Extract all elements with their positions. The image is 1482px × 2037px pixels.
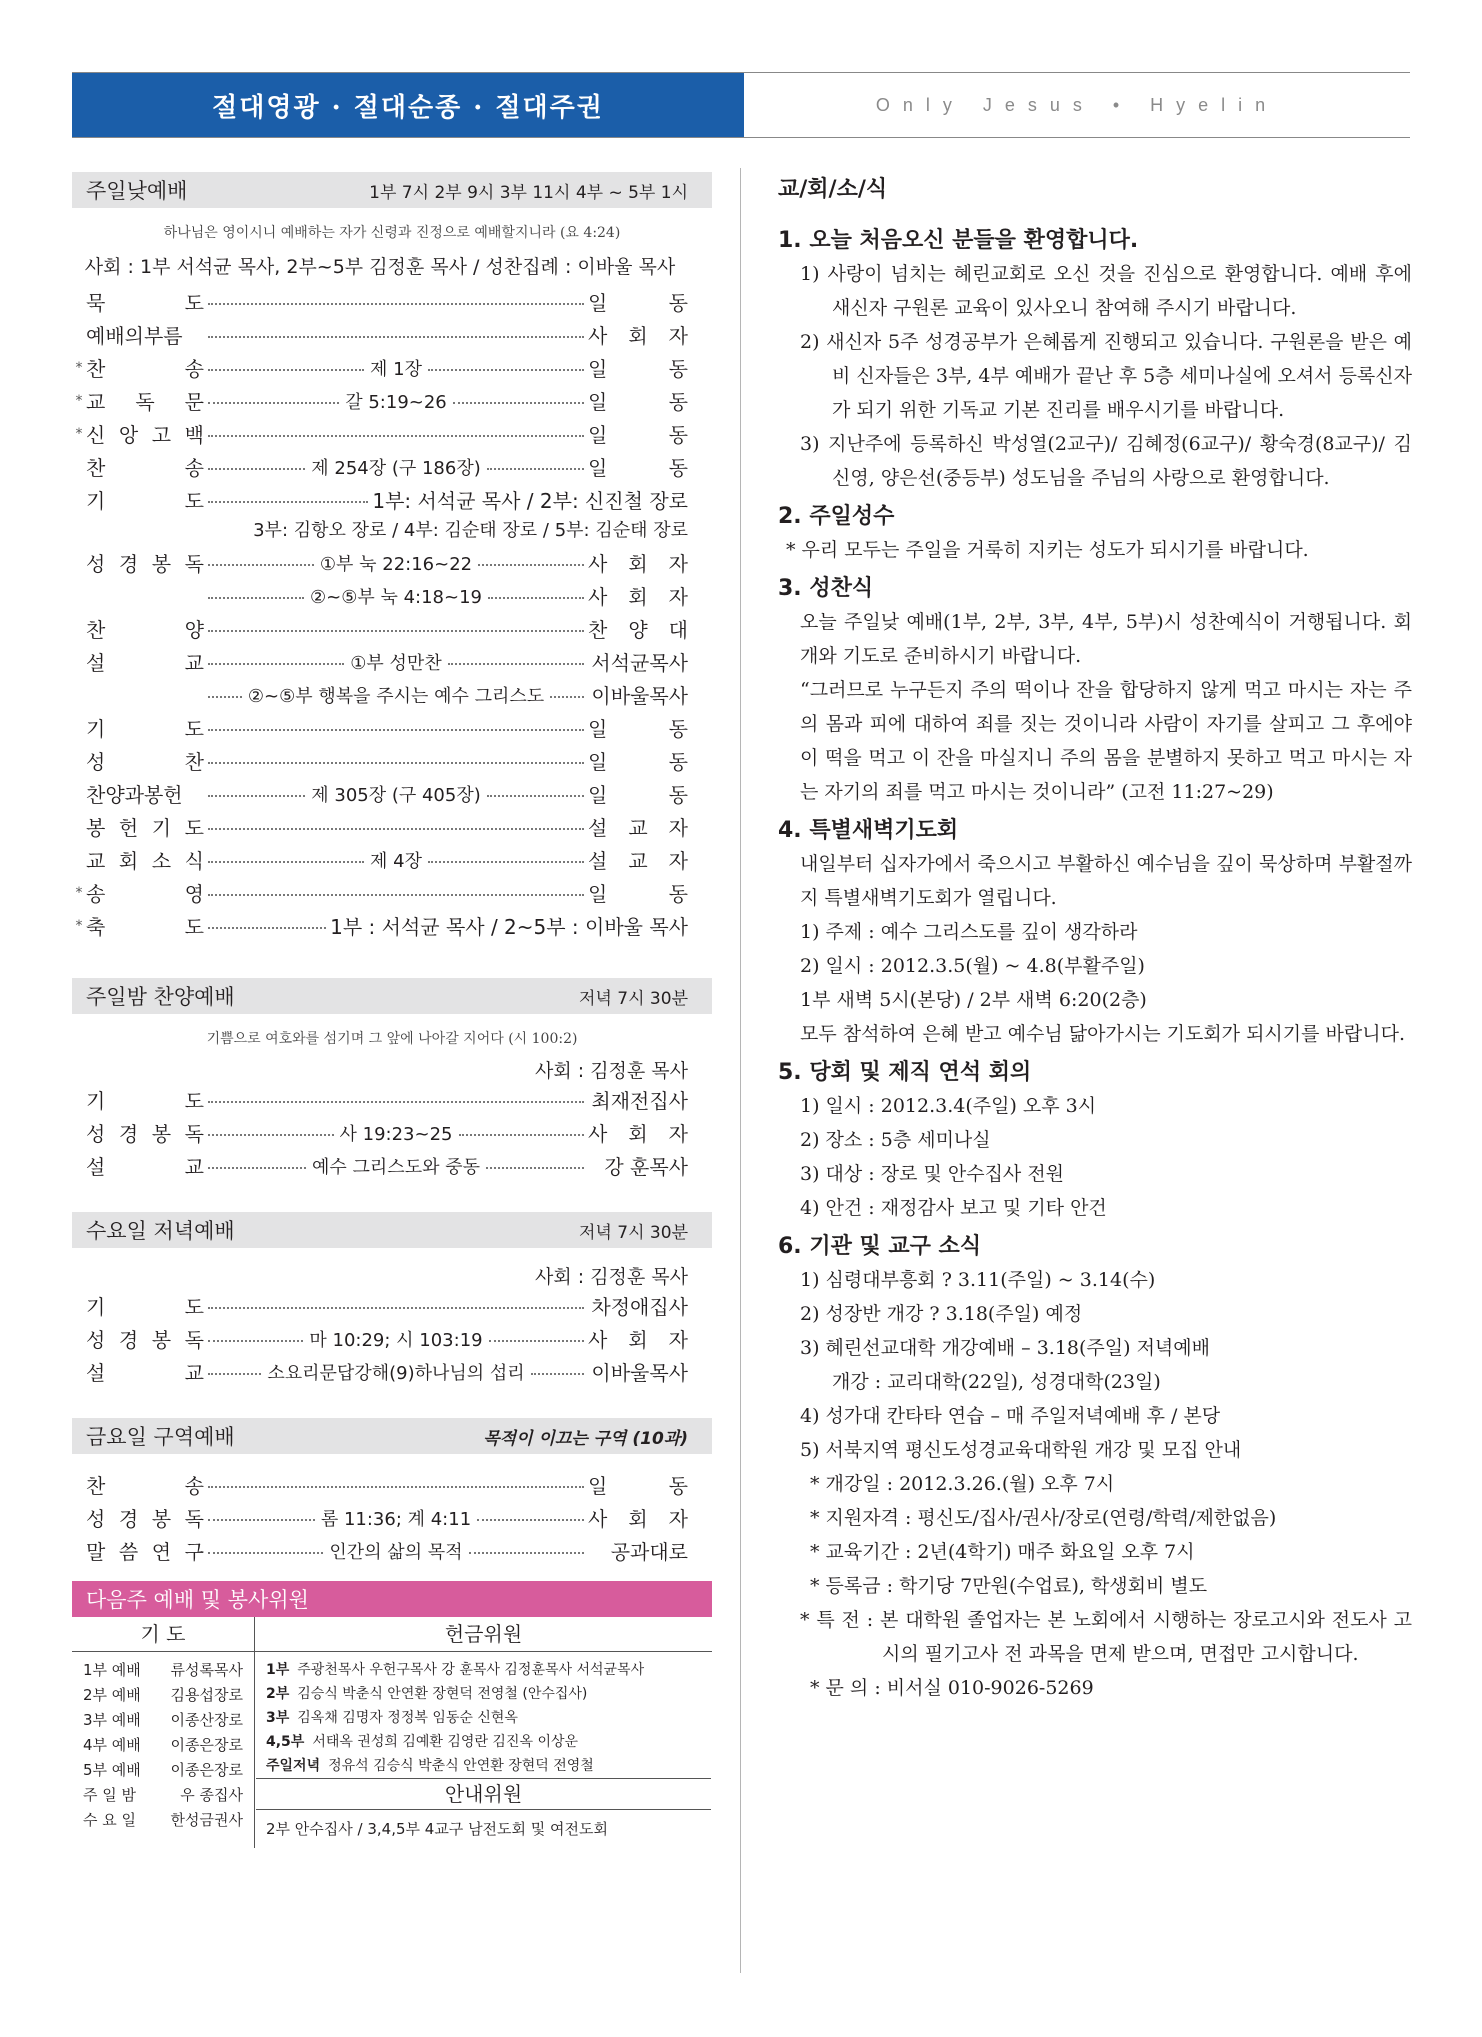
order-item-person: 1부: 서석균 목사 / 2부: 신진철 장로	[372, 489, 688, 513]
news-column	[778, 172, 1412, 1705]
prayer-continued: 3부: 김항오 장로 / 4부: 김순태 장로 / 5부: 김순태 장로	[253, 520, 688, 541]
order-item-detail: 예수 그리스도와 중동	[312, 1156, 480, 1178]
order-item-person: 사 회 자	[588, 324, 688, 348]
service-name: 3부 예배	[83, 1711, 141, 1729]
order-item-detail: ②~⑤부 눅 4:18~19	[310, 586, 482, 608]
order-row	[72, 711, 712, 744]
order-item-name: 신 앙 고 백	[86, 423, 204, 447]
order-item-name: 봉 헌 기 도	[86, 816, 204, 840]
service-name: 3부	[266, 1710, 290, 1726]
order-row	[72, 843, 712, 876]
order-item-name: 기 도	[86, 1089, 204, 1113]
order-item-person: 이바울목사	[591, 1361, 688, 1385]
section-title: 주일밤 찬양예배	[86, 985, 235, 1009]
offering-people: 김승식 박춘식 안연환 장현덕 전영철 (안수집사)	[297, 1686, 588, 1702]
order-item-person: 차정애집사	[591, 1295, 688, 1319]
dot-leader	[208, 299, 584, 305]
order-list	[72, 1289, 712, 1388]
order-item-name: 묵 도	[86, 291, 204, 315]
offering-column-header: 헌금위원	[255, 1617, 713, 1652]
section-header-friday	[72, 1418, 712, 1454]
section-header-sunday-morning	[72, 172, 712, 208]
order-row	[72, 579, 712, 612]
dot-leader	[208, 454, 584, 480]
dot-leader	[208, 824, 584, 830]
news-item-text: * 등록금 : 학기당 7만원(수업료), 학생회비 별도	[810, 1575, 1208, 1597]
prayer-column-header: 기 도	[72, 1617, 255, 1652]
order-item-person: 사 회 자	[588, 1122, 688, 1146]
order-row	[72, 450, 712, 483]
order-row	[72, 876, 712, 909]
dot-leader	[208, 923, 326, 929]
order-item-detail: ①부 성만찬	[350, 652, 442, 674]
order-row	[72, 678, 712, 711]
order-row	[72, 318, 712, 351]
dot-leader	[208, 332, 584, 338]
order-item-person: 사 회 자	[588, 1507, 688, 1531]
standing-mark: *	[75, 425, 83, 442]
standing-mark: *	[75, 392, 83, 409]
news-item-text: 1) 심령대부흥회 ? 3.11(주일) ~ 3.14(수)	[800, 1269, 1156, 1291]
dot-leader	[208, 1538, 584, 1564]
dot-leader	[208, 1153, 584, 1179]
order-item-name: 교 독 문	[86, 390, 204, 414]
news-item-text: * 문 의 : 비서실 010-9026-5269	[810, 1677, 1094, 1699]
order-item-person: 일 동	[588, 882, 688, 906]
offering-assignment	[256, 1730, 711, 1754]
dot-leader	[208, 1359, 584, 1385]
section-verse: 하나님은 영이시니 예배하는 자가 신령과 진정으로 예배할지니라 (요 4:24)	[163, 225, 621, 241]
dot-leader	[208, 649, 584, 675]
order-item-person: 사 회 자	[588, 585, 688, 609]
news-item-text: * 특 전 : 본 대학원 졸업자는 본 노회에서 시행하는 장로고시와 전도사 고시의 필기고사 전 과목을 면제 받으며, 면접만 고시합니다.	[800, 1609, 1412, 1665]
order-item-person: 일 동	[588, 783, 688, 807]
prayer-assignment	[73, 1683, 253, 1708]
order-item-name: 찬 송	[86, 357, 204, 381]
dot-leader	[208, 847, 584, 873]
prayer-person: 한성금권사	[170, 1811, 243, 1829]
standing-mark: *	[75, 884, 83, 901]
offering-people: 서태옥 권성희 김예환 김영란 김진옥 이상운	[312, 1734, 579, 1750]
dot-leader	[208, 1120, 584, 1146]
news-list	[778, 225, 1412, 1705]
prayer-person: 류성록목사	[170, 1661, 243, 1679]
order-item-name: 축 도	[86, 915, 204, 939]
dot-leader	[208, 1303, 584, 1309]
news-item-text: 1) 일시 : 2012.3.4(주일) 오후 3시	[800, 1095, 1097, 1117]
service-name: 4부 예배	[83, 1736, 141, 1754]
order-item-name: 예배의부름	[86, 324, 183, 348]
header-bar	[72, 72, 1410, 138]
offering-people: 주광천목사 우헌구목사 강 훈목사 김정훈목사 서석균목사	[297, 1662, 645, 1678]
order-list	[72, 1468, 712, 1567]
news-item-title: 4. 특별새벽기도회	[778, 818, 959, 843]
header-slogan: 절대영광 · 절대순종 · 절대주권	[72, 73, 744, 137]
order-row	[72, 612, 712, 645]
order-item-name: 찬 양	[86, 618, 204, 642]
order-list	[72, 1083, 712, 1182]
dot-leader	[208, 758, 584, 764]
section-title: 금요일 구역예배	[86, 1425, 235, 1449]
news-item-text: 개강 : 교리대학(22일), 성경대학(23일)	[832, 1371, 1161, 1393]
order-row	[72, 1468, 712, 1501]
order-item-name: 설 교	[86, 1361, 204, 1385]
order-item-name: 기 도	[86, 1295, 204, 1319]
order-item-detail: ①부 눅 22:16~22	[319, 553, 473, 575]
order-item-detail: 사 19:23~25	[339, 1123, 453, 1145]
news-item-text: 3) 대상 : 장로 및 안수집사 전원	[800, 1163, 1065, 1185]
news-item-text: 1부 새벽 5시(본당) / 2부 새벽 6:20(2층)	[800, 989, 1147, 1011]
section-time: 1부 7시 2부 9시 3부 11시 4부 ~ 5부 1시	[369, 182, 688, 203]
news-item-text: * 지원자격 : 평신도/집사/권사/장로(연령/학력/제한없음)	[810, 1507, 1277, 1529]
prayer-assignment	[73, 1708, 253, 1733]
order-item-person: 찬 양 대	[588, 618, 688, 642]
news-item-title: 3. 성찬식	[778, 576, 874, 601]
dot-leader	[208, 583, 584, 609]
offering-assignment	[256, 1754, 711, 1778]
order-row	[72, 1322, 712, 1355]
order-item-detail: 제 1장	[370, 358, 422, 380]
service-name: 5부 예배	[83, 1761, 141, 1779]
news-item-text: “그러므로 누구든지 주의 떡이나 잔을 합당하지 않게 먹고 마시는 자는 주의 몸과 피에 대하여 죄를 짓는 것이니라 사람이 자기를 살피고 그 후에야 이 떡을 먹고 이 잔을 마실지니 주의 몸을 분별하지 못하고 먹고 마시는 자는 자기의 죄를 먹고 마시는 것이니라” (고전 11:27~29)	[800, 679, 1412, 803]
dot-leader	[208, 1482, 584, 1488]
service-name: 수 요 일	[83, 1811, 137, 1829]
prayer-person: 이종은장로	[170, 1736, 243, 1754]
order-item-person: 일 동	[588, 423, 688, 447]
order-item-person: 일 동	[588, 1474, 688, 1498]
service-leader: 사회 : 김정훈 목사	[535, 1266, 688, 1288]
offering-cell	[255, 1652, 713, 1849]
worship-column	[72, 172, 712, 1848]
offering-assignment	[256, 1682, 711, 1706]
service-leader: 사회 : 김정훈 목사	[535, 1060, 688, 1082]
news-item-text: * 교육기간 : 2년(4학기) 매주 화요일 오후 7시	[810, 1541, 1195, 1563]
order-item-person: 1부 : 서석균 목사 / 2~5부 : 이바울 목사	[330, 915, 688, 939]
section-time: 목적이 이끄는 구역 (10과)	[483, 1428, 688, 1449]
offering-list	[256, 1658, 711, 1778]
order-item-person: 일 동	[588, 456, 688, 480]
usher-list: 2부 안수집사 / 3,4,5부 4교구 남전도회 및 여전도회	[266, 1820, 609, 1838]
order-row	[72, 384, 712, 417]
section-title: 수요일 저녁예배	[86, 1219, 235, 1243]
order-row	[72, 417, 712, 450]
section-time: 저녁 7시 30분	[579, 1222, 688, 1243]
dot-leader	[208, 355, 584, 381]
news-item-text: 1) 사랑이 넘치는 혜린교회로 오신 것을 진심으로 환영합니다. 예배 후에 새신자 구원론 교육이 있사오니 참여해 주시기 바랍니다.	[800, 263, 1412, 319]
order-item-person: 사 회 자	[588, 552, 688, 576]
order-row	[72, 285, 712, 318]
news-item-text: 오늘 주일낮 예배(1부, 2부, 3부, 4부, 5부)시 성찬예식이 거행됩니다. 회개와 기도로 준비하시기 바랍니다.	[800, 611, 1412, 667]
section-header-wednesday	[72, 1212, 712, 1248]
order-row	[72, 777, 712, 810]
order-item-name: 설 교	[86, 651, 204, 675]
order-item-name: 찬 송	[86, 456, 204, 480]
news-title: 교/회/소/식	[778, 177, 888, 202]
order-row	[72, 1501, 712, 1534]
news-item-text: 4) 안건 : 재정감사 보고 및 기타 안건	[800, 1197, 1107, 1219]
news-item-text: 3) 지난주에 등록하신 박성열(2교구)/ 김혜정(6교구)/ 황숙경(8교구)/ 김신영, 양은선(중등부) 성도님을 주님의 사랑으로 환영합니다.	[800, 433, 1412, 489]
order-item-detail: 제 305장 (구 405장)	[311, 784, 481, 806]
order-item-detail: 제 254장 (구 186장)	[311, 457, 481, 479]
staff-table	[72, 1617, 712, 1848]
order-item-detail: 제 4장	[370, 850, 422, 872]
offering-people: 김옥채 김명자 정정복 임동순 신현옥	[297, 1710, 518, 1726]
order-item-name: 기 도	[86, 717, 204, 741]
service-name: 1부	[266, 1662, 290, 1678]
order-item-name: 성 경 봉 독	[86, 552, 204, 576]
order-row	[72, 483, 712, 516]
dot-leader	[208, 497, 368, 503]
service-leader: 사회 : 1부 서석균 목사, 2부~5부 김정훈 목사 / 성찬집례 : 이바울 목사	[84, 256, 676, 278]
standing-mark: *	[75, 359, 83, 376]
order-item-person: 강 훈목사	[604, 1155, 688, 1179]
order-item-person: 이바울목사	[591, 684, 688, 708]
dot-leader	[208, 781, 584, 807]
order-item-person: 일 동	[588, 357, 688, 381]
order-item-detail: 인간의 삶의 목적	[329, 1541, 463, 1563]
order-row	[72, 645, 712, 678]
news-item-title: 1. 오늘 처음오신 분들을 환영합니다.	[778, 228, 1139, 253]
news-item-text: 모두 참석하여 은혜 받고 예수님 닮아가시는 기도회가 되시기를 바랍니다.	[800, 1023, 1405, 1045]
order-item-person: 공과대로	[610, 1540, 688, 1564]
order-row	[72, 1534, 712, 1567]
prayer-person: 김용섭장로	[170, 1686, 243, 1704]
order-item-person: 일 동	[588, 291, 688, 315]
prayer-person: 이종은장로	[170, 1761, 243, 1779]
order-item-person: 사 회 자	[588, 1328, 688, 1352]
order-item-detail: 갈 5:19~26	[345, 391, 447, 413]
order-item-person: 설 교 자	[588, 816, 688, 840]
service-name: 1부 예배	[83, 1661, 141, 1679]
dot-leader	[208, 682, 584, 708]
news-item-text: 4) 성가대 칸타타 연습 – 매 주일저녁예배 후 / 본당	[800, 1405, 1221, 1427]
prayer-assignment	[73, 1658, 253, 1683]
order-item-person: 일 동	[588, 750, 688, 774]
dot-leader	[208, 550, 584, 576]
order-item-name: 성 경 봉 독	[86, 1122, 204, 1146]
dot-leader	[208, 431, 584, 437]
order-row	[72, 909, 712, 942]
dot-leader	[208, 890, 584, 896]
order-item-name: 송 영	[86, 882, 204, 906]
section-time: 저녁 7시 30분	[579, 988, 688, 1009]
order-item-name: 성 경 봉 독	[86, 1328, 204, 1352]
order-row	[72, 546, 712, 579]
order-item-name: 찬양과봉헌	[86, 783, 183, 807]
order-item-name: 성 찬	[86, 750, 204, 774]
prayer-assignment	[73, 1783, 253, 1808]
dot-leader	[208, 1326, 584, 1352]
order-item-detail: 소요리문답강해(9)하나님의 섭리	[267, 1362, 525, 1384]
service-name: 2부 예배	[83, 1686, 141, 1704]
section-header-sunday-evening	[72, 978, 712, 1014]
order-item-name: 찬 송	[86, 1474, 204, 1498]
dot-leader	[208, 1505, 584, 1531]
news-item-text: 2) 일시 : 2012.3.5(월) ~ 4.8(부활주일)	[800, 955, 1145, 977]
prayer-assignment	[73, 1808, 253, 1833]
news-item-text: 3) 혜린선교대학 개강예배 – 3.18(주일) 저녁예배	[800, 1337, 1210, 1359]
column-divider	[740, 168, 741, 1973]
dot-leader	[208, 626, 584, 632]
order-row	[72, 744, 712, 777]
order-row	[72, 1289, 712, 1322]
standing-mark: *	[75, 917, 83, 934]
order-item-person: 최재전집사	[591, 1089, 688, 1113]
order-item-detail: 롬 11:36; 계 4:11	[320, 1508, 472, 1530]
dot-leader	[208, 725, 584, 731]
order-row	[72, 810, 712, 843]
order-item-name: 성 경 봉 독	[86, 1507, 204, 1531]
order-list	[72, 546, 712, 942]
prayer-list	[72, 1652, 255, 1849]
prayer-assignment	[73, 1758, 253, 1783]
news-item-text: 2) 성장반 개강 ? 3.18(주일) 예정	[800, 1303, 1083, 1325]
order-item-name: 기 도	[86, 489, 204, 513]
order-item-person: 설 교 자	[588, 849, 688, 873]
news-item-text: 2) 새신자 5주 성경공부가 은혜롭게 진행되고 있습니다. 구원론을 받은 예비 신자들은 3부, 4부 예배가 끝난 후 5층 세미나실에 오셔서 등록신자가 되기 위한 기독교 기본 진리를 배우시기를 바랍니다.	[800, 331, 1412, 421]
news-item-text: 5) 서북지역 평신도성경교육대학원 개강 및 모집 안내	[800, 1439, 1242, 1461]
section-verse: 기쁨으로 여호와를 섬기며 그 앞에 나아갈 지어다 (시 100:2)	[206, 1031, 578, 1047]
news-item-title: 5. 당회 및 제직 연석 회의	[778, 1060, 1032, 1085]
news-item-title: 2. 주일성수	[778, 504, 895, 529]
dot-leader	[208, 388, 584, 414]
news-item-text: 내일부터 십자가에서 죽으시고 부활하신 예수님을 깊이 묵상하며 부활절까지 특별새벽기도회가 열립니다.	[800, 853, 1412, 909]
staff-header: 다음주 예배 및 봉사위원	[72, 1581, 712, 1617]
dot-leader	[208, 1097, 584, 1103]
service-name: 4,5부	[266, 1734, 305, 1750]
order-row	[72, 351, 712, 384]
order-item-person: 서석균목사	[591, 651, 688, 675]
order-row	[72, 1083, 712, 1116]
prayer-assignment	[73, 1733, 253, 1758]
order-row	[72, 1116, 712, 1149]
prayer-person: 우 종집사	[180, 1786, 243, 1804]
order-list	[72, 285, 712, 516]
news-item-title: 6. 기관 및 교구 소식	[778, 1234, 982, 1259]
prayer-person: 이종산장로	[170, 1711, 243, 1729]
order-item-name: 교 회 소 식	[86, 849, 204, 873]
news-item-text: * 개강일 : 2012.3.26.(월) 오후 7시	[810, 1473, 1115, 1495]
order-item-name: 설 교	[86, 1155, 204, 1179]
order-item-detail: 마 10:29; 시 103:19	[309, 1329, 483, 1351]
service-name: 2부	[266, 1686, 290, 1702]
order-item-person: 일 동	[588, 390, 688, 414]
news-item-text: 2) 장소 : 5층 세미나실	[800, 1129, 991, 1151]
service-name: 주일저녁	[266, 1758, 321, 1774]
header-tagline: Only Jesus • Hyelin	[875, 94, 1279, 115]
order-row	[72, 1355, 712, 1388]
news-item-text: 1) 주제 : 예수 그리스도를 깊이 생각하라	[800, 921, 1138, 943]
offering-assignment	[256, 1706, 711, 1730]
service-name: 주 일 밤	[83, 1786, 137, 1804]
usher-header: 안내위원	[256, 1778, 711, 1810]
order-item-name: 말 씀 연 구	[86, 1540, 204, 1564]
order-row	[72, 1149, 712, 1182]
offering-assignment	[256, 1658, 711, 1682]
section-title: 주일낮예배	[86, 179, 188, 203]
order-item-person: 일 동	[588, 717, 688, 741]
order-item-detail: ②~⑤부 행복을 주시는 예수 그리스도	[247, 685, 545, 707]
offering-people: 정유석 김승식 박춘식 안연환 장현덕 전영철	[328, 1758, 594, 1774]
news-item-text: * 우리 모두는 주일을 거룩히 지키는 성도가 되시기를 바랍니다.	[786, 539, 1309, 561]
